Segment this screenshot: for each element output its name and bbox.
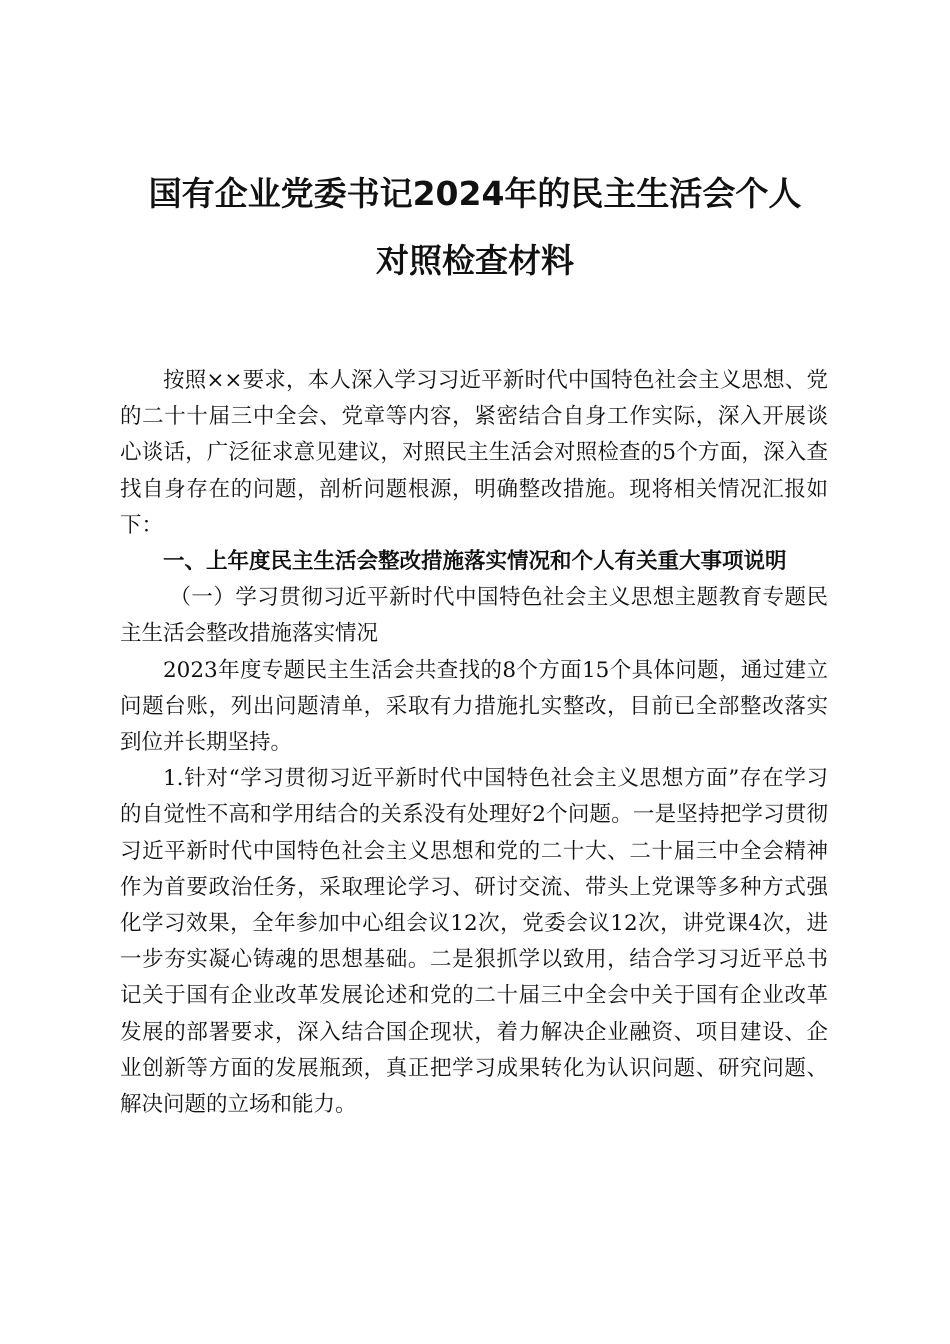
subsection-heading-1: （一）学习贯彻习近平新时代中国特色社会主义思想主题教育专题民主生活会整改措施落实情况 (120, 585, 828, 647)
point-1-paragraph: 1.针对“学习贯彻习近平新时代中国特色社会主义思想方面”存在学习的自觉性不高和学用结合的关系没有处理好2个问题。一是坚持把学习贯彻习近平新时代中国特色社会主义思想和党的二十大、二十届三中全会精神作为首要政治任务，采取理论学习、研讨交流、带头上党课等多种方式强化学习效果，全年参加中心组会议12次，党委会议12次，讲党课4次，进一步夯实凝心铸魂的思想基础。二是狠抓学以致用，结合学习习近平总书记关于国有企业改革发展论述和党的二十届三中全会中关于国有企业改革发展的部署要求，深入结合国企现状，着力解决企业融资、项目建设、企业创新等方面的发展瓶颈，真正把学习成果转化为认识问题、研究问题、解决问题的立场和能力。 (120, 766, 828, 1118)
document-title-line-2: 对照检查材料 (376, 241, 574, 280)
document-body (120, 363, 828, 1123)
section-heading-1: 一、上年度民主生活会整改措施落实情况和个人有关重大事项说明 (163, 549, 787, 575)
document-title-line-1: 国有企业党委书记2024年的民主生活会个人 (148, 174, 802, 213)
intro-paragraph: 按照××要求，本人深入学习习近平新时代中国特色社会主义思想、党的二十十届三中全会、党章等内容，紧密结合自身工作实际，深入开展谈心谈话，广泛征求意见建议，对照民主生活会对照检查的5个方面，深入查找自身存在的问题，剖析问题根源，明确整改措施。现将相关情况汇报如下： (120, 368, 828, 538)
summary-2023-paragraph: 2023年度专题民主生活会共查找的8个方面15个具体问题，通过建立问题台账，列出问题清单，采取有力措施扎实整改，目前已全部整改落实到位并长期坚持。 (120, 657, 828, 756)
